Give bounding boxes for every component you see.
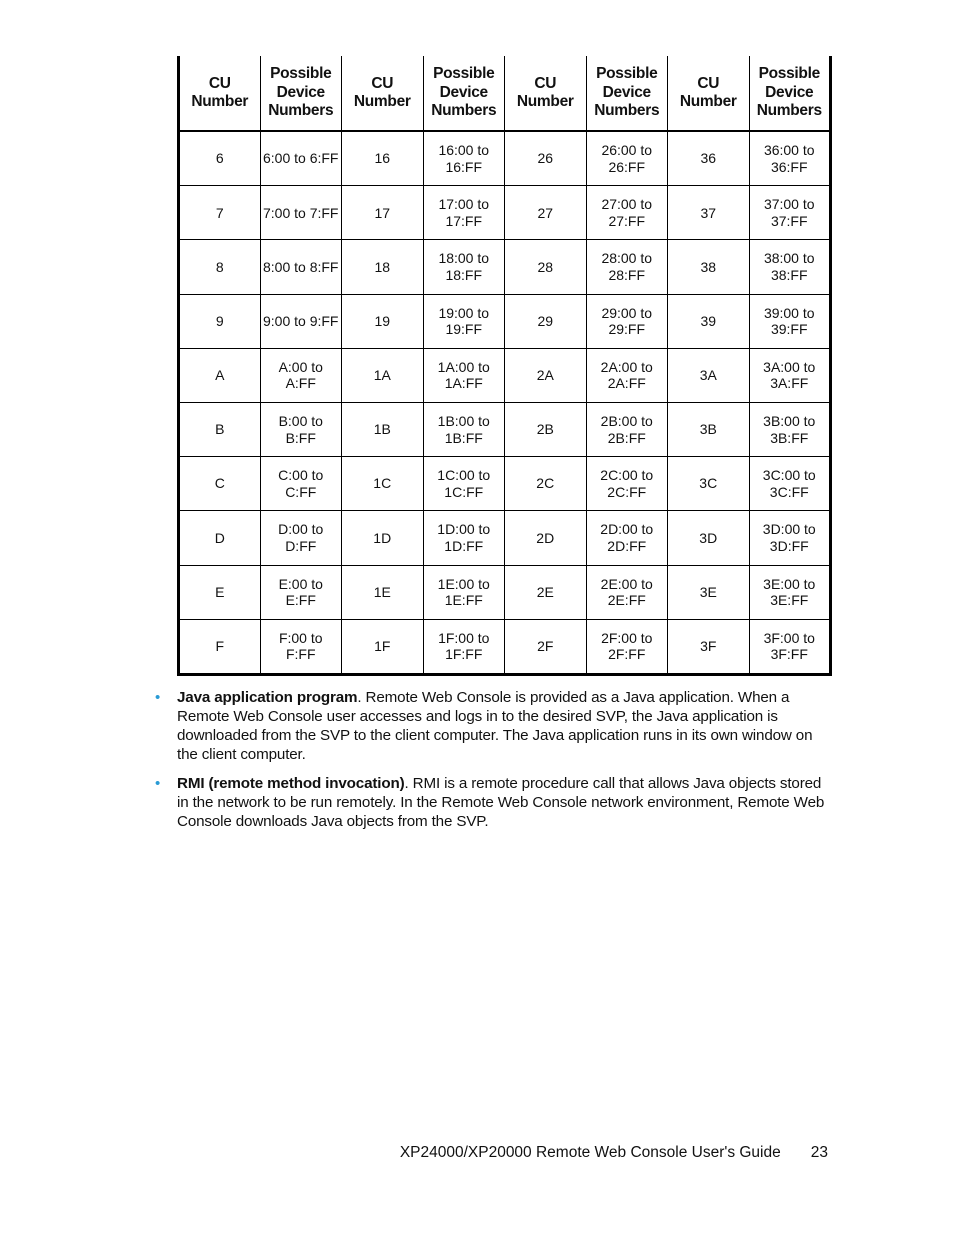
cu-number-cell: 16 — [342, 131, 424, 186]
bullet-term: RMI (remote method invocation) — [177, 775, 405, 792]
header-cu-number: CU Number — [342, 56, 424, 131]
header-cu-number: CU Number — [179, 56, 261, 131]
device-numbers-cell: 6:00 to 6:FF — [260, 131, 342, 186]
cu-number-cell: 18 — [342, 240, 424, 294]
cu-number-cell: D — [179, 511, 261, 565]
device-numbers-cell: 1B:00 to 1B:FF — [423, 402, 505, 456]
device-numbers-cell: 26:00 to 26:FF — [586, 131, 668, 186]
device-numbers-cell: 9:00 to 9:FF — [260, 294, 342, 348]
device-numbers-cell: 3C:00 to 3C:FF — [749, 457, 831, 511]
device-numbers-cell: 17:00 to 17:FF — [423, 186, 505, 240]
header-possible-device-numbers: Possible Device Numbers — [260, 56, 342, 131]
device-numbers-cell: 36:00 to 36:FF — [749, 131, 831, 186]
device-numbers-cell: D:00 to D:FF — [260, 511, 342, 565]
cu-number-cell: 17 — [342, 186, 424, 240]
cu-number-cell: 1E — [342, 565, 424, 619]
table-row — [179, 131, 831, 186]
bullet-list — [155, 688, 831, 841]
table-row — [179, 457, 831, 511]
cu-number-cell: 39 — [668, 294, 750, 348]
cu-number-cell: 2C — [505, 457, 587, 511]
device-numbers-cell: 1F:00 to 1F:FF — [423, 619, 505, 674]
cu-number-cell: 2E — [505, 565, 587, 619]
device-numbers-cell: 3B:00 to 3B:FF — [749, 402, 831, 456]
device-numbers-cell: B:00 to B:FF — [260, 402, 342, 456]
device-numbers-cell: 29:00 to 29:FF — [586, 294, 668, 348]
cu-number-cell: 29 — [505, 294, 587, 348]
cu-number-cell: 2B — [505, 402, 587, 456]
cu-number-cell: 3F — [668, 619, 750, 674]
device-numbers-cell: 3A:00 to 3A:FF — [749, 348, 831, 402]
table-row — [179, 619, 831, 674]
table-row — [179, 511, 831, 565]
cu-number-cell: 8 — [179, 240, 261, 294]
device-numbers-cell: 18:00 to 18:FF — [423, 240, 505, 294]
cu-number-cell: 3C — [668, 457, 750, 511]
footer-title: XP24000/XP20000 Remote Web Console User's Guide — [399, 1144, 781, 1161]
table-row — [179, 565, 831, 619]
cu-number-cell: 3B — [668, 402, 750, 456]
table-row — [179, 186, 831, 240]
device-numbers-cell: 2E:00 to 2E:FF — [586, 565, 668, 619]
cu-number-cell: B — [179, 402, 261, 456]
cu-number-cell: C — [179, 457, 261, 511]
device-numbers-cell: 2F:00 to 2F:FF — [586, 619, 668, 674]
device-numbers-cell: 1D:00 to 1D:FF — [423, 511, 505, 565]
device-numbers-cell: 28:00 to 28:FF — [586, 240, 668, 294]
table-row — [179, 240, 831, 294]
bullet-icon: • — [155, 775, 161, 792]
cu-number-cell: 3E — [668, 565, 750, 619]
cu-number-cell: 3A — [668, 348, 750, 402]
cu-number-cell: 2D — [505, 511, 587, 565]
cu-number-cell: 1F — [342, 619, 424, 674]
list-item — [155, 774, 831, 831]
device-numbers-cell: 1C:00 to 1C:FF — [423, 457, 505, 511]
cu-number-cell: 27 — [505, 186, 587, 240]
device-numbers-cell: C:00 to C:FF — [260, 457, 342, 511]
page-number: 23 — [810, 1144, 828, 1161]
header-cu-number: CU Number — [668, 56, 750, 131]
header-possible-device-numbers: Possible Device Numbers — [586, 56, 668, 131]
cu-number-cell: 3D — [668, 511, 750, 565]
device-numbers-cell: 1A:00 to 1A:FF — [423, 348, 505, 402]
cu-number-cell: 26 — [505, 131, 587, 186]
cu-number-cell: A — [179, 348, 261, 402]
cu-number-cell: 19 — [342, 294, 424, 348]
cu-number-cell: 1D — [342, 511, 424, 565]
page-footer — [400, 1144, 828, 1162]
list-item — [155, 688, 831, 764]
cu-number-cell: 38 — [668, 240, 750, 294]
device-numbers-cell: 2B:00 to 2B:FF — [586, 402, 668, 456]
cu-number-cell: 6 — [215, 150, 224, 167]
device-numbers-cell: 3F:00 to 3F:FF — [749, 619, 831, 674]
cu-number-cell: 9 — [179, 294, 261, 348]
header-possible-device-numbers: Possible Device Numbers — [749, 56, 831, 131]
cu-number-cell: 1C — [342, 457, 424, 511]
device-numbers-cell: F:00 to F:FF — [260, 619, 342, 674]
cu-number-cell: 1A — [342, 348, 424, 402]
cu-number-cell: F — [179, 619, 261, 674]
bullet-term: Java application program — [177, 689, 358, 706]
header-cu-number: CU Number — [505, 56, 587, 131]
device-numbers-cell: 16:00 to 16:FF — [423, 131, 505, 186]
cu-number-cell: 36 — [668, 131, 750, 186]
cu-number-cell: 7 — [179, 186, 261, 240]
device-numbers-cell: 3E:00 to 3E:FF — [749, 565, 831, 619]
cu-number-cell: 1B — [342, 402, 424, 456]
table-row — [179, 294, 831, 348]
cu-number-cell: 28 — [505, 240, 587, 294]
device-numbers-cell: 1E:00 to 1E:FF — [423, 565, 505, 619]
device-numbers-cell: A:00 to A:FF — [260, 348, 342, 402]
table-header-row — [179, 56, 831, 131]
device-numbers-cell: 2A:00 to 2A:FF — [586, 348, 668, 402]
device-numbers-cell: 37:00 to 37:FF — [749, 186, 831, 240]
cu-device-number-table — [177, 56, 832, 676]
cu-number-cell: 2A — [505, 348, 587, 402]
cu-number-cell: 37 — [668, 186, 750, 240]
header-possible-device-numbers: Possible Device Numbers — [423, 56, 505, 131]
device-numbers-cell: 7:00 to 7:FF — [260, 186, 342, 240]
table-row — [179, 402, 831, 456]
device-numbers-cell: 3D:00 to 3D:FF — [749, 511, 831, 565]
device-numbers-cell: 27:00 to 27:FF — [586, 186, 668, 240]
device-numbers-cell: 2D:00 to 2D:FF — [586, 511, 668, 565]
device-numbers-cell: E:00 to E:FF — [260, 565, 342, 619]
device-numbers-cell: 19:00 to 19:FF — [423, 294, 505, 348]
cu-number-cell: 2F — [505, 619, 587, 674]
bullet-icon: • — [155, 689, 161, 706]
cu-number-cell: E — [179, 565, 261, 619]
bullet-text: . Remote Web Console is provided as a Java application. When a Remote Web Console user accesses and logs in to the desired SVP, the Java application is downloaded from the SVP to the client computer. The Java application runs in its own window on the client computer. — [177, 689, 813, 763]
bullet-text: . RMI is a remote procedure call that allows Java objects stored in the network to be run remotely. In the Remote Web Console network environment, Remote Web Console downloads Java objects from the SVP. — [177, 775, 825, 830]
table-row — [179, 348, 831, 402]
table-body — [179, 131, 831, 674]
device-numbers-cell: 39:00 to 39:FF — [749, 294, 831, 348]
device-numbers-cell: 38:00 to 38:FF — [749, 240, 831, 294]
device-numbers-cell: 8:00 to 8:FF — [260, 240, 342, 294]
device-numbers-cell: 2C:00 to 2C:FF — [586, 457, 668, 511]
